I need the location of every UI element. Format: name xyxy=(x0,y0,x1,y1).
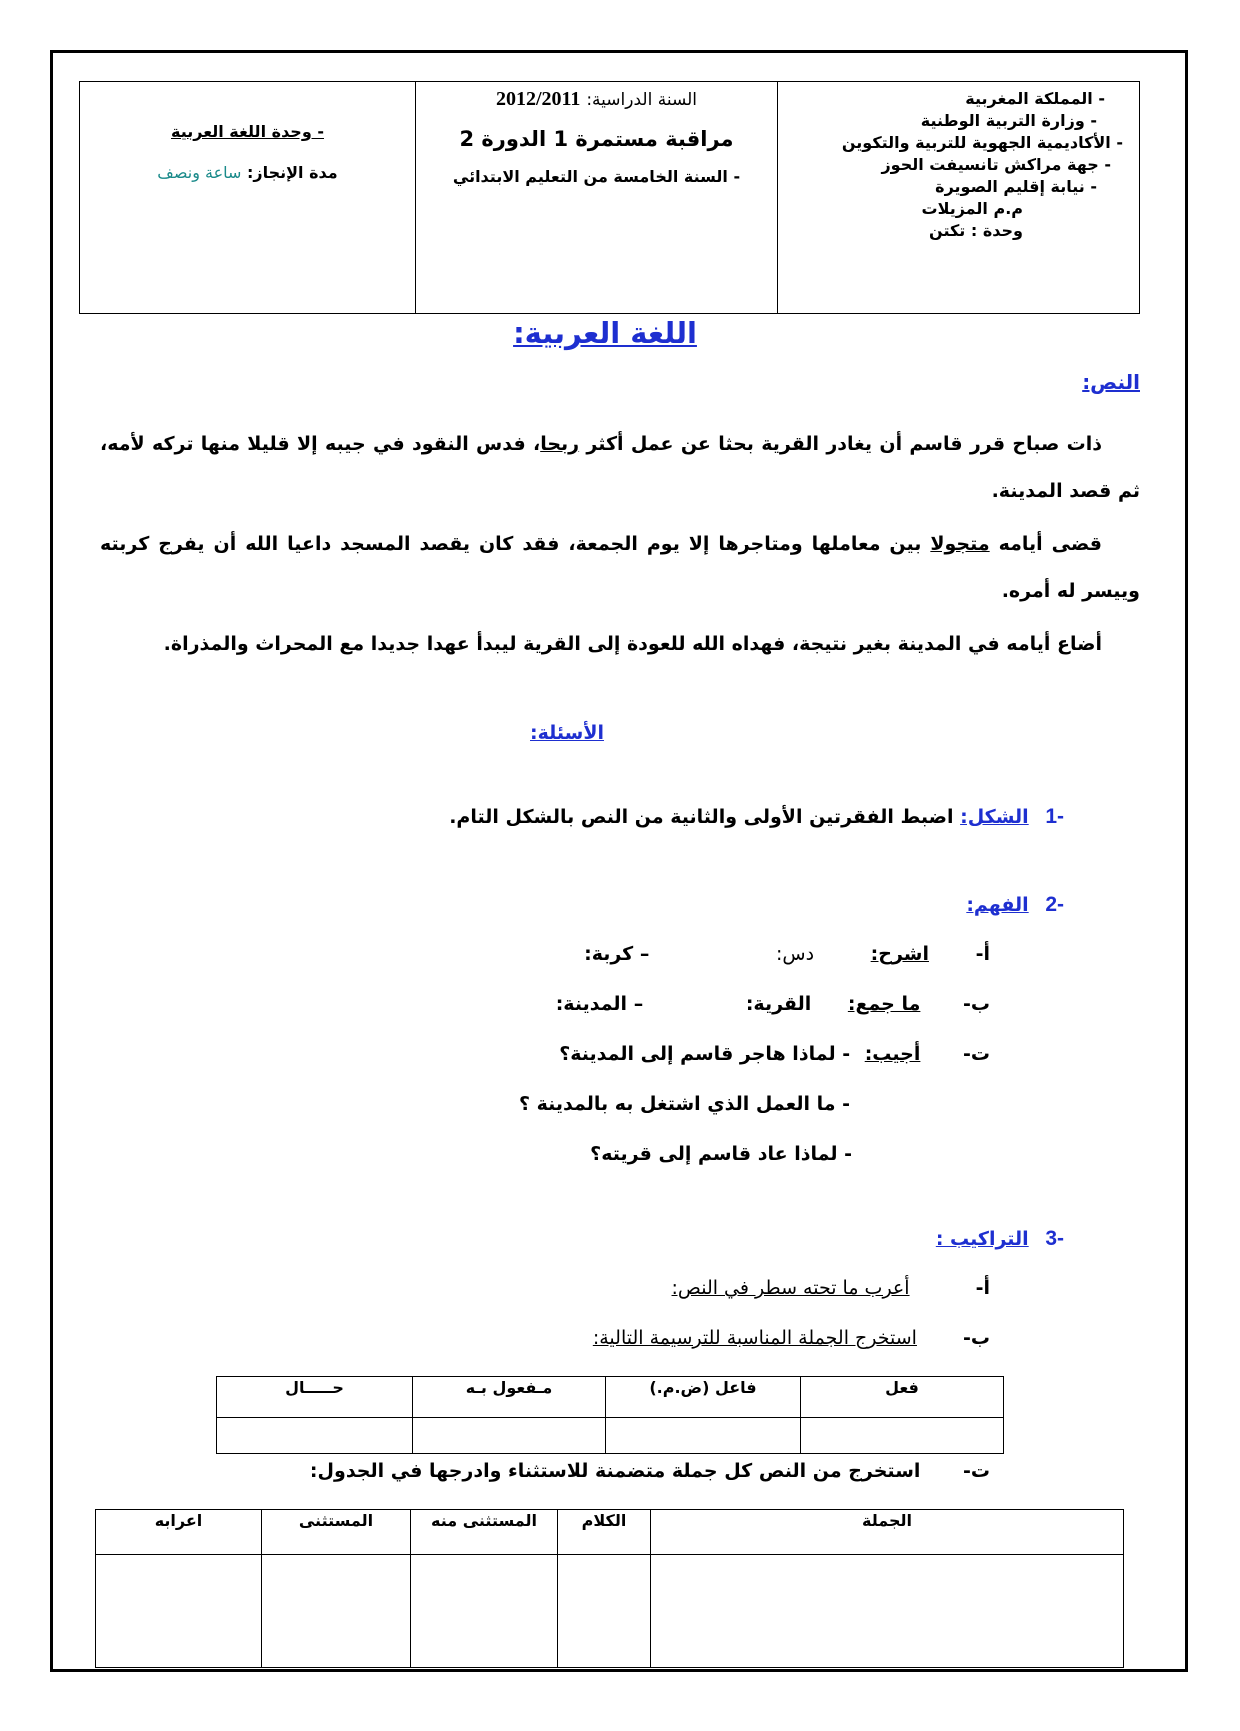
table-header: اعرابه xyxy=(96,1510,262,1555)
paragraph-1 xyxy=(100,421,1140,515)
duration-value: ساعة ونصف xyxy=(157,163,242,182)
item-letter: أ- xyxy=(975,1277,990,1299)
unit-name: - وحدة اللغة العربية xyxy=(171,122,324,141)
table-cell[interactable] xyxy=(801,1418,1004,1454)
q2-item-c-3: - لماذا عاد قاسم إلى قريته؟ xyxy=(590,1143,852,1165)
table-cell[interactable] xyxy=(606,1418,801,1454)
underlined-word: متجولا xyxy=(930,533,990,555)
header-middle-block xyxy=(415,82,777,313)
table-cell[interactable] xyxy=(262,1555,411,1668)
table-header: المستثنى xyxy=(262,1510,411,1555)
item-question: - لماذا هاجر قاسم إلى المدينة؟ xyxy=(559,1043,851,1065)
item-word: – المدينة: xyxy=(555,993,644,1015)
table-header: فعل xyxy=(801,1377,1004,1418)
item-text: استخرج الجملة المناسبة للترسيمة التالية: xyxy=(592,1327,917,1349)
duration-label: مدة الإنجاز: xyxy=(246,163,338,182)
item-word: دس: xyxy=(775,943,815,965)
question-number: -3 xyxy=(1045,1227,1064,1250)
question-number: -1 xyxy=(1045,805,1064,828)
item-letter: أ- xyxy=(975,943,990,965)
school-year-value: 2012/2011 xyxy=(495,88,581,110)
table-header: المستثنى منه xyxy=(411,1510,558,1555)
item-letter: ت- xyxy=(963,1043,990,1065)
q3-item-c xyxy=(310,1460,990,1482)
header-line: وحدة : تكتن xyxy=(929,221,1023,240)
exception-table xyxy=(95,1509,1124,1668)
paragraph-text: بين معاملها ومتاجرها إلا يوم الجمعة، فقد كان يقصد المسجد داعيا الله أن يفرج كربته وييسر له أمره. xyxy=(100,533,1140,602)
question-label: الفهم: xyxy=(966,894,1029,916)
table-header: حـــــال xyxy=(217,1377,413,1418)
item-text: استخرج من النص كل جملة متضمنة للاستثناء وادرجها في الجدول: xyxy=(309,1460,921,1482)
page-title: اللغة العربية: xyxy=(513,316,697,350)
questions-label: الأسئلة: xyxy=(530,722,604,744)
item-word: – كربة: xyxy=(584,943,650,965)
question-3 xyxy=(936,1227,1064,1251)
table-cell[interactable] xyxy=(217,1418,413,1454)
header-line: م.م المزيلات xyxy=(921,199,1023,218)
header-line: - وزارة التربية الوطنية xyxy=(920,111,1097,130)
question-label: التراكيب : xyxy=(935,1228,1029,1250)
q2-item-c-2: - ما العمل الذي اشتغل به بالمدينة ؟ xyxy=(518,1093,850,1115)
item-label: أجيب: xyxy=(864,1043,921,1065)
item-label: ما جمع: xyxy=(847,993,921,1015)
header-line: - جهة مراكش تانسيفت الحوز xyxy=(881,155,1111,174)
table-header: فاعل (ض.م.) xyxy=(606,1377,801,1418)
header-line: - الأكاديمية الجهوية للتربية والتكوين xyxy=(841,133,1123,152)
item-letter: ب- xyxy=(963,993,990,1015)
question-number: -2 xyxy=(1045,893,1064,916)
header-box xyxy=(79,81,1140,314)
table-header: مـفعول بـه xyxy=(413,1377,606,1418)
q3-item-a xyxy=(672,1277,990,1299)
q3-item-b xyxy=(593,1327,990,1349)
school-year-label: السنة الدراسية: xyxy=(586,90,698,110)
item-letter: ت- xyxy=(963,1460,990,1482)
q2-item-a xyxy=(584,943,990,965)
paragraph-text: ، فدس النقود في جيبه إلا قليلا منها تركه لأمه، ثم قصد المدينة. xyxy=(100,433,1140,502)
question-1 xyxy=(449,805,1064,829)
table-cell[interactable] xyxy=(413,1418,606,1454)
table-cell[interactable] xyxy=(651,1555,1124,1668)
table-cell[interactable] xyxy=(411,1555,558,1668)
question-2 xyxy=(966,893,1064,917)
question-text: اضبط الفقرتين الأولى والثانية من النص بالشكل التام. xyxy=(449,806,961,828)
paragraph-text: قضى أيامه xyxy=(989,533,1103,555)
q2-item-b xyxy=(556,993,990,1015)
paragraph-text: ذات صباح قرر قاسم أن يغادر القرية بحثا عن عمل أكثر xyxy=(579,433,1102,455)
header-line: - المملكة المغربية xyxy=(965,89,1105,108)
exam-title: مراقبة مستمرة 1 الدورة 2 xyxy=(459,127,734,151)
paragraph-text: أضاع أيامه في المدينة بغير نتيجة، فهداه الله للعودة إلى القرية ليبدأ عهدا جديدا مع المحراث والمذراة. xyxy=(163,633,1102,655)
table-header: الجملة xyxy=(651,1510,1124,1555)
paragraph-3 xyxy=(100,621,1140,668)
header-right-block xyxy=(80,82,415,313)
underlined-word: ربحا xyxy=(540,433,580,455)
diagram-table xyxy=(216,1376,1004,1454)
question-label: الشكل: xyxy=(960,806,1029,828)
item-label: اشرح: xyxy=(870,943,929,965)
text-label: النص: xyxy=(1082,370,1140,394)
paragraph-2 xyxy=(100,521,1140,615)
item-word: القرية: xyxy=(745,993,812,1015)
table-header: الكلام xyxy=(558,1510,651,1555)
item-letter: ب- xyxy=(963,1327,990,1349)
header-line: - نيابة إقليم الصويرة xyxy=(935,177,1097,196)
header-left-block xyxy=(777,82,1139,313)
q2-item-c xyxy=(559,1043,990,1065)
item-text: أعرب ما تحته سطر في النص: xyxy=(671,1277,910,1299)
table-cell[interactable] xyxy=(558,1555,651,1668)
table-cell[interactable] xyxy=(96,1555,262,1668)
grade-level: - السنة الخامسة من التعليم الابتدائي xyxy=(452,167,741,186)
